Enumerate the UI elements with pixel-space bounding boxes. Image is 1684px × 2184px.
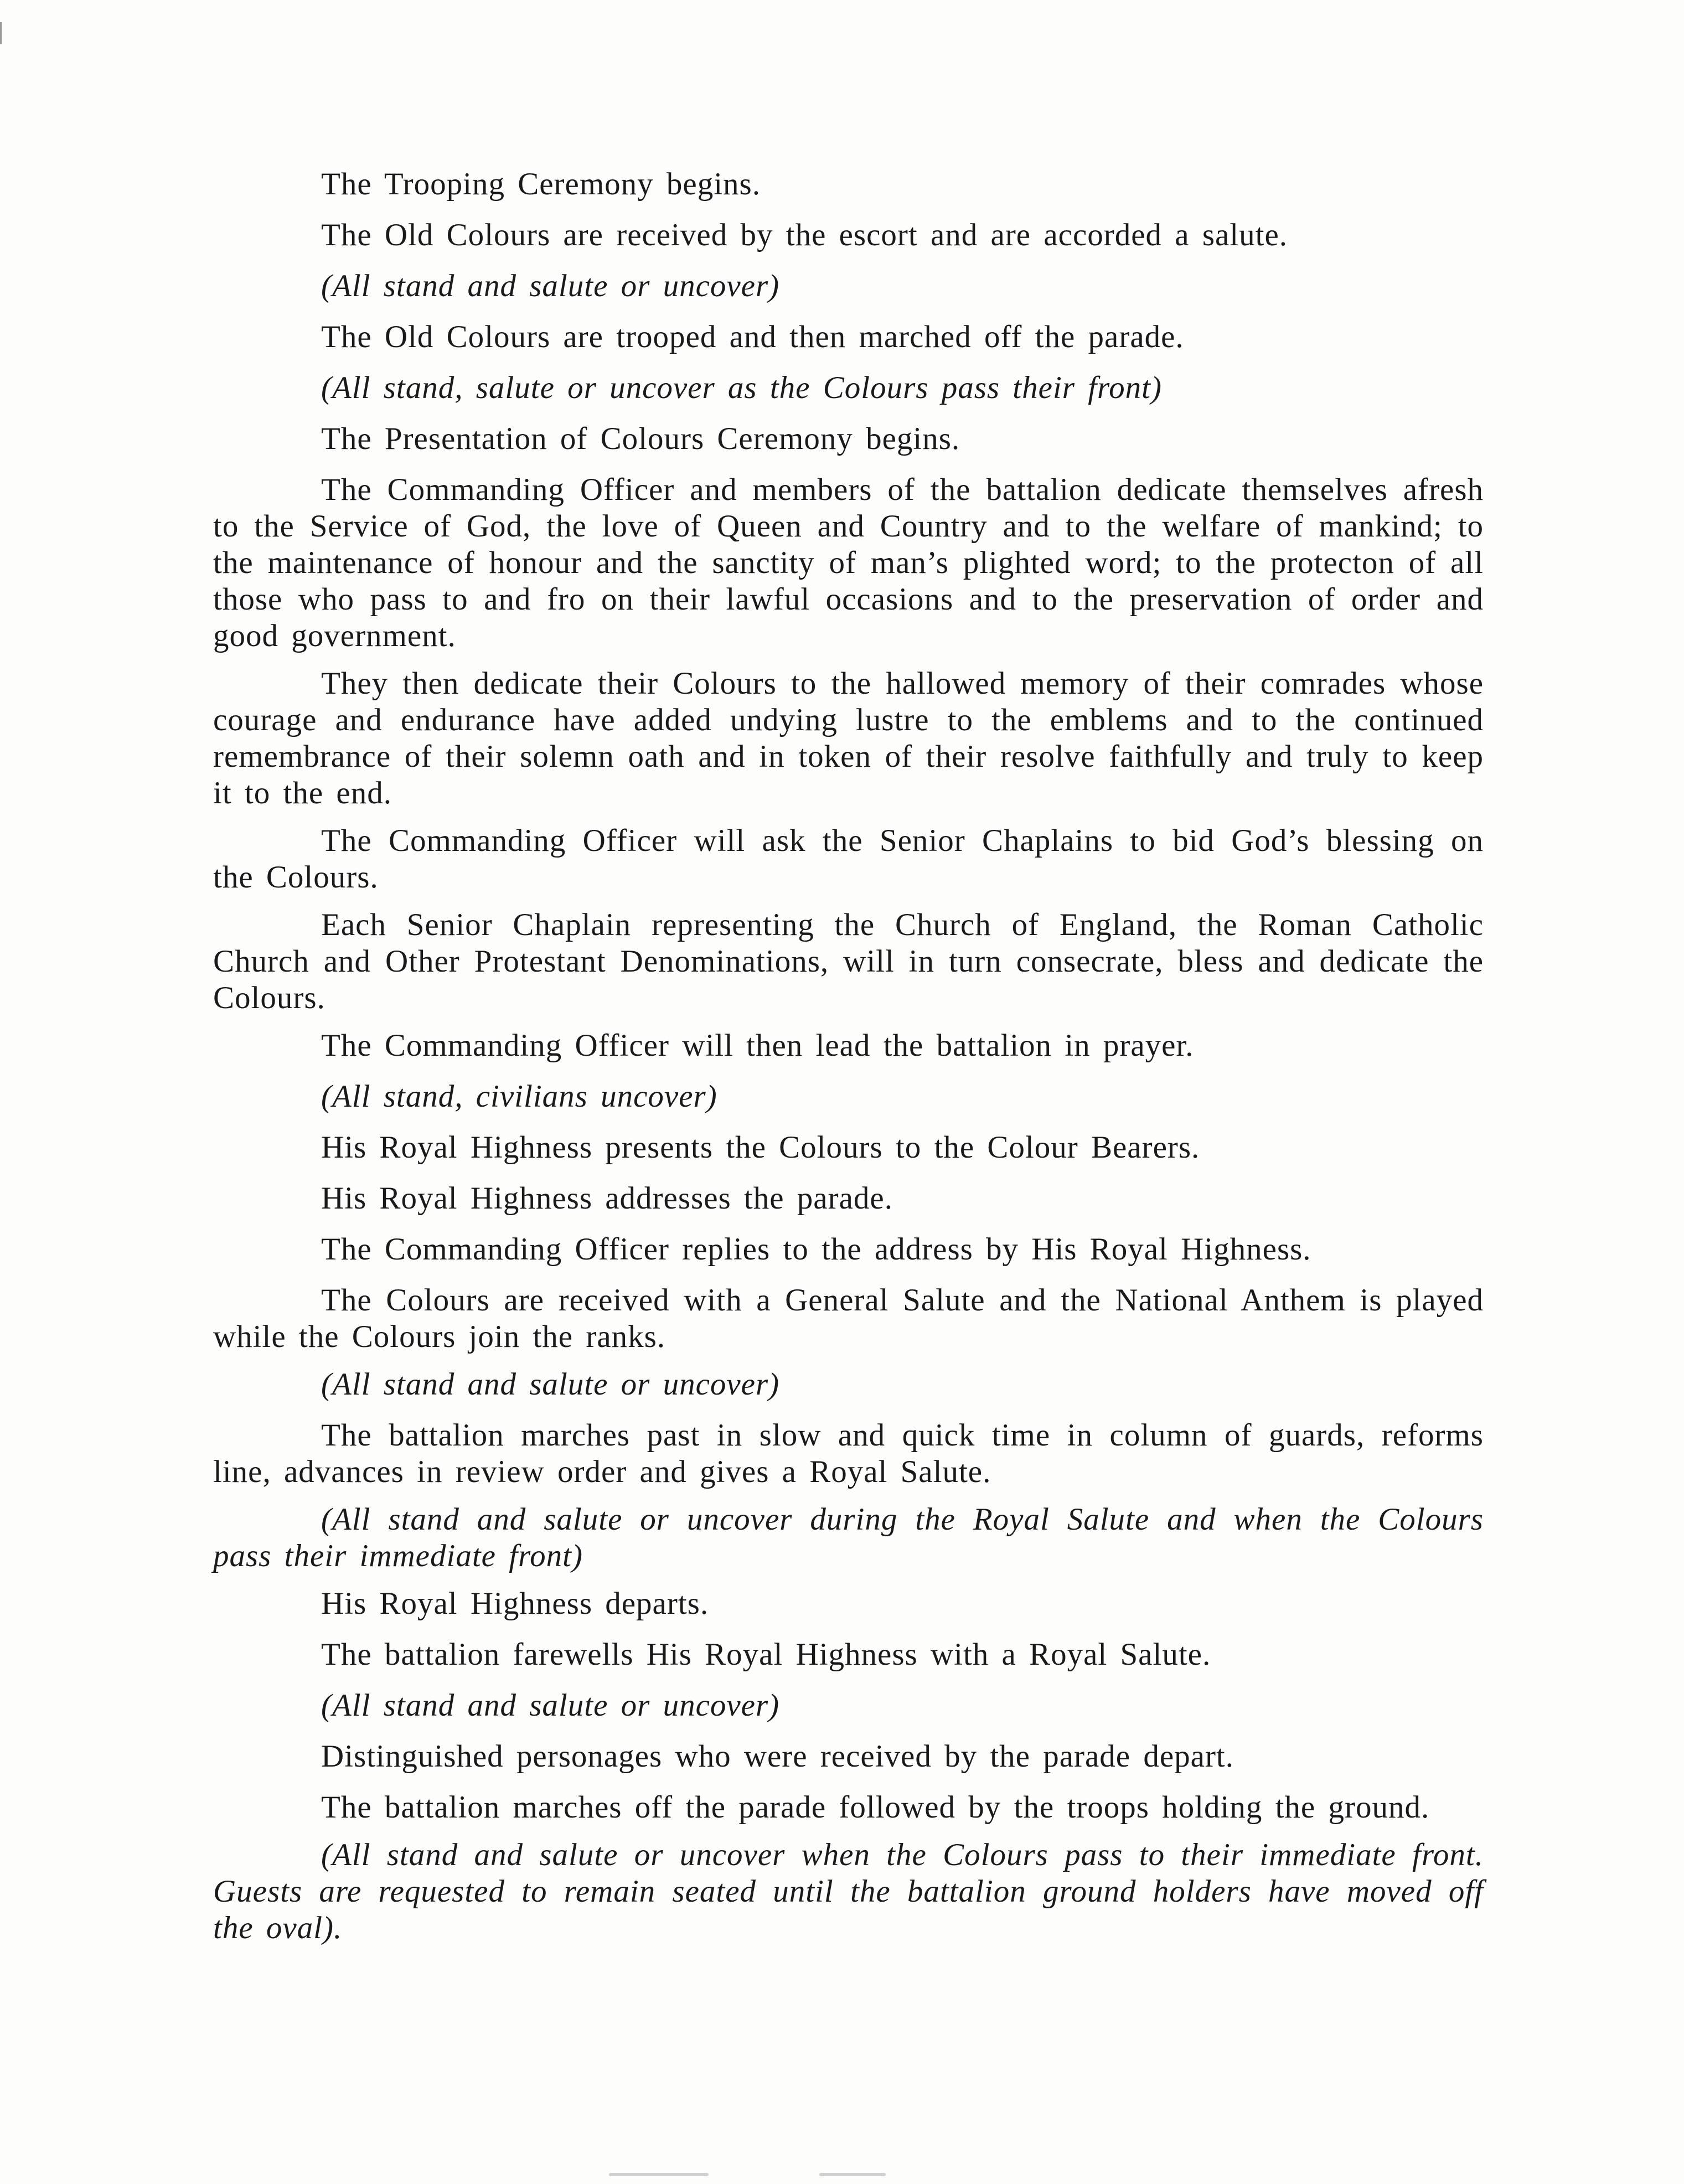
paragraph-hrh-departs: His Royal Highness departs. xyxy=(321,1586,709,1621)
document-page xyxy=(213,166,1484,1961)
instruction-remain-seated: (All stand and salute or uncover when the Colours pass to their immediate front. Guests are requested to remain seated until the battalion ground holders have moved off the oval). xyxy=(213,1837,1484,1945)
instruction-royal-salute: (All stand and salute or uncover during the Royal Salute and when the Colours pass their immediate front) xyxy=(213,1502,1484,1573)
paragraph-battalion-farewells: The battalion farewells His Royal Highness with a Royal Salute. xyxy=(321,1637,1211,1672)
instruction-colours-pass-front: (All stand, salute or uncover as the Colours pass their front) xyxy=(321,370,1162,405)
paragraph-dedicate-themselves: The Commanding Officer and members of the battalion dedicate themselves afresh to the Service of God, the love of Queen and Country and to the welfare of mankind; to the maintenance of honour and the sanctity of man’s plighted word; to the protecton of all those who pass to and fro on their lawful occasions and to the preservation of order and good government. xyxy=(213,472,1484,653)
paragraph-lead-prayer: The Commanding Officer will then lead the battalion in prayer. xyxy=(321,1028,1194,1063)
paragraph-general-salute: The Colours are received with a General Salute and the National Anthem is played while the Colours join the ranks. xyxy=(213,1283,1484,1354)
paragraph-addresses-parade: His Royal Highness addresses the parade. xyxy=(321,1181,893,1216)
paragraph-personages-depart: Distinguished personages who were received by the parade depart. xyxy=(321,1739,1234,1774)
scan-smudge xyxy=(609,2173,709,2176)
paragraph-marches-past: The battalion marches past in slow and quick time in column of guards, reforms line, advances in review order and gives a Royal Salute. xyxy=(213,1418,1484,1489)
instruction-civilians-uncover: (All stand, civilians uncover) xyxy=(321,1079,717,1114)
paragraph-presents-colours: His Royal Highness presents the Colours to the Colour Bearers. xyxy=(321,1130,1200,1165)
paragraph-dedicate-colours: They then dedicate their Colours to the hallowed memory of their comrades whose courage and endurance have added undying lustre to the emblems and to the continued remembrance of their solemn oath and in token of their resolve faithfully and truly to keep it to the end. xyxy=(213,666,1484,810)
instruction-stand-salute-2: (All stand and salute or uncover) xyxy=(321,1367,780,1402)
paragraph-marches-off: The battalion marches off the parade followed by the troops holding the ground. xyxy=(321,1790,1430,1825)
paragraph-trooping-begins: The Trooping Ceremony begins. xyxy=(321,167,761,202)
paragraph-senior-chaplain: Each Senior Chaplain representing the Church of England, the Roman Catholic Church and Other Protestant Denominations, will in turn consecrate, bless and dedicate the Colours. xyxy=(213,907,1484,1015)
scan-edge-mark xyxy=(0,22,2,44)
paragraph-old-colours-received: The Old Colours are received by the escort and are accorded a salute. xyxy=(321,218,1288,252)
paragraph-officer-replies: The Commanding Officer replies to the address by His Royal Highness. xyxy=(321,1232,1311,1267)
paragraph-presentation-begins: The Presentation of Colours Ceremony begins. xyxy=(321,421,960,456)
paragraph-ask-chaplains: The Commanding Officer will ask the Senior Chaplains to bid God’s blessing on the Colours. xyxy=(213,823,1484,895)
paragraph-old-colours-trooped: The Old Colours are trooped and then marched off the parade. xyxy=(321,319,1184,354)
scan-smudge xyxy=(819,2173,886,2176)
instruction-stand-salute: (All stand and salute or uncover) xyxy=(321,269,780,303)
instruction-stand-salute-3: (All stand and salute or uncover) xyxy=(321,1688,780,1723)
